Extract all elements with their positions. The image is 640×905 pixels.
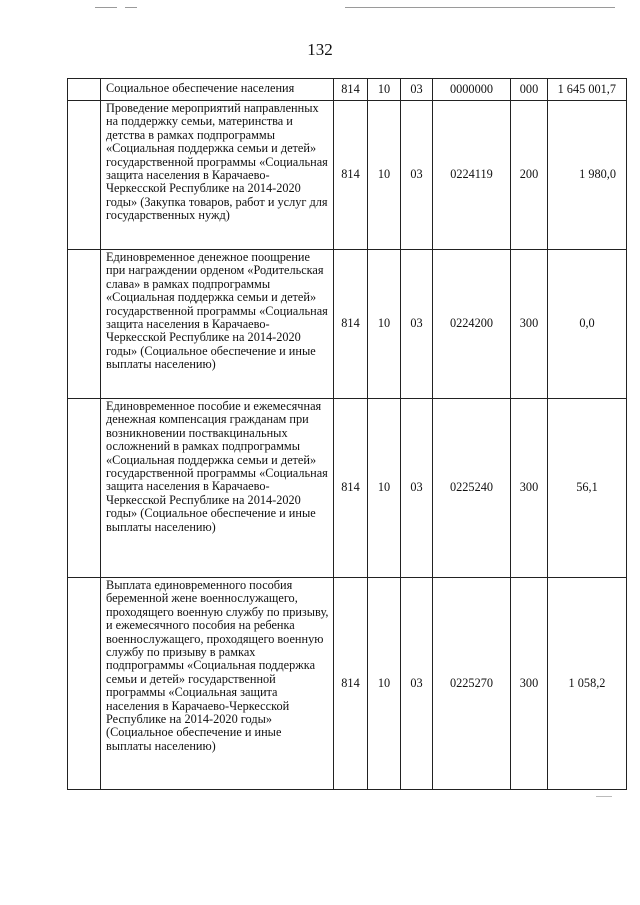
ministry-code: 814 bbox=[334, 250, 368, 399]
page-number: 132 bbox=[307, 40, 333, 59]
subsection-code: 03 bbox=[401, 578, 433, 790]
target-code: 0224200 bbox=[433, 250, 511, 399]
table-row bbox=[68, 578, 627, 790]
row-number-cell bbox=[68, 101, 101, 250]
subsection-code: 03 bbox=[401, 399, 433, 578]
section-code: 10 bbox=[368, 399, 401, 578]
ministry-code: 814 bbox=[334, 399, 368, 578]
item-name: Единовременное денежное поощрение при награждении орденом «Родительская слава» в рамках подпрограммы «Социальная поддержка семьи и детей» государственной программы «Социальная защита населения в Карачаево-Черкесской Республике на 2014-2020 годы» (Социальное обеспечение и иные выплаты населению) bbox=[101, 250, 334, 399]
expense-type-code: 300 bbox=[511, 250, 548, 399]
target-code: 0224119 bbox=[433, 101, 511, 250]
row-number-cell bbox=[68, 578, 101, 790]
expense-type-code: 300 bbox=[511, 578, 548, 790]
row-number-cell bbox=[68, 250, 101, 399]
subsection-code: 03 bbox=[401, 79, 433, 101]
scan-artifact bbox=[95, 4, 615, 12]
item-name: Выплата единовременного пособия беременной жене военнослужащего, проходящего военную службу по призыву, и ежемесячного пособия на ребенка военнослужащего, проходящего военную службу по призыву в рамках подпрограммы «Социальная поддержка семьи и детей» государственной программы «Социальная защита населения в Карачаево-Черкесской Республике на 2014-2020 годы» (Социальное обеспечение и иные выплаты населению) bbox=[101, 578, 334, 790]
table-row bbox=[68, 101, 627, 250]
ministry-code: 814 bbox=[334, 101, 368, 250]
item-name: Социальное обеспечение населения bbox=[101, 79, 334, 101]
target-code: 0000000 bbox=[433, 79, 511, 101]
row-number-cell bbox=[68, 399, 101, 578]
amount: 0,0 bbox=[548, 250, 627, 399]
expense-type-code: 000 bbox=[511, 79, 548, 101]
table-row bbox=[68, 399, 627, 578]
table-row bbox=[68, 250, 627, 399]
budget-table bbox=[67, 78, 627, 790]
expense-type-code: 200 bbox=[511, 101, 548, 250]
scan-artifact bbox=[596, 796, 612, 797]
item-name: Единовременное пособие и ежемесячная денежная компенсация гражданам при возникновении поствакцинальных осложнений в рамках подпрограммы «Социальная поддержка семьи и детей» государственной программы «Социальная защита населения в Карачаево-Черкесской Республике на 2014-2020 годы» (Социальное обеспечение и иные выплаты населению) bbox=[101, 399, 334, 578]
section-code: 10 bbox=[368, 250, 401, 399]
subsection-code: 03 bbox=[401, 101, 433, 250]
target-code: 0225270 bbox=[433, 578, 511, 790]
section-code: 10 bbox=[368, 101, 401, 250]
expense-type-code: 300 bbox=[511, 399, 548, 578]
table-row bbox=[68, 79, 627, 101]
section-code: 10 bbox=[368, 578, 401, 790]
amount: 56,1 bbox=[548, 399, 627, 578]
item-name: Проведение мероприятий направленных на поддержку семьи, материнства и детства в рамках подпрограммы «Социальная поддержка семьи и детей» государственной программы «Социальная защита населения в Карачаево-Черкесской Республике на 2014-2020 годы» (Закупка товаров, работ и услуг для государственных нужд) bbox=[101, 101, 334, 250]
section-code: 10 bbox=[368, 79, 401, 101]
amount: 1 645 001,7 bbox=[548, 79, 627, 101]
row-number-cell bbox=[68, 79, 101, 101]
subsection-code: 03 bbox=[401, 250, 433, 399]
ministry-code: 814 bbox=[334, 578, 368, 790]
ministry-code: 814 bbox=[334, 79, 368, 101]
amount: 1 058,2 bbox=[548, 578, 627, 790]
target-code: 0225240 bbox=[433, 399, 511, 578]
amount: 1 980,0 bbox=[548, 101, 627, 250]
